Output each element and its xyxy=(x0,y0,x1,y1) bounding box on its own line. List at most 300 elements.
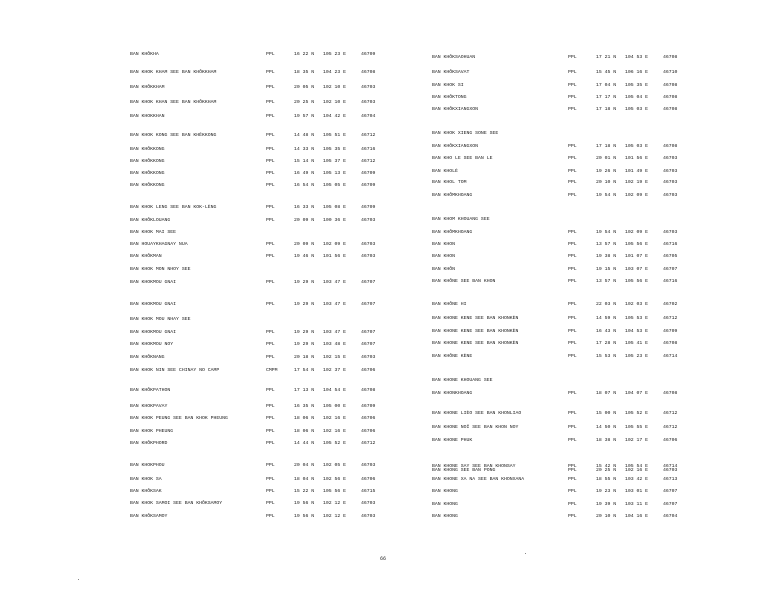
entry-name: BAN KHÔKXIANGXON xyxy=(432,144,479,149)
entry-longitude: 105 55 E xyxy=(625,425,649,430)
entry-designation: PPL xyxy=(266,85,275,90)
entry-longitude: 102 15 E xyxy=(323,355,347,360)
entry-map-sheet: 46703 xyxy=(361,100,376,105)
entry-latitude: 17 18 N xyxy=(596,107,617,112)
entry-longitude: 105 54 E xyxy=(625,464,649,469)
entry-name: BAN KHOKPHOU xyxy=(130,463,165,468)
entry-latitude: 18 38 N xyxy=(596,438,617,443)
entry-designation: PPL xyxy=(266,501,275,506)
entry-map-sheet: 46709 xyxy=(361,171,376,176)
entry-latitude: 18 06 N xyxy=(294,416,315,421)
entry-name: BAN HOUAYKHAGNAY NUA xyxy=(130,242,188,247)
entry-name: BAN KHONE KHOUANG SEE xyxy=(432,378,493,383)
entry-name: BAN KHÔMKHOANG xyxy=(432,230,473,235)
entry-designation: PPL xyxy=(266,114,275,119)
entry-map-sheet: 46712 xyxy=(663,316,678,321)
entry-designation: PPL xyxy=(568,341,577,346)
entry-longitude: 102 56 E xyxy=(323,477,347,482)
entry-latitude: 17 17 N xyxy=(596,95,617,100)
entry-longitude: 102 19 E xyxy=(625,180,649,185)
entry-latitude: 22 03 N xyxy=(596,302,617,307)
entry-designation: PPL xyxy=(568,83,577,88)
entry-latitude: 20 04 N xyxy=(294,463,315,468)
scan-speck xyxy=(78,579,79,580)
entry-name: BAN KHONE PHUK xyxy=(432,438,473,443)
entry-designation: PPL xyxy=(568,354,577,359)
entry-name: BAN KHOK KONG SEE BAN KHÊKKONG xyxy=(130,133,217,138)
entry-latitude: 16 43 N xyxy=(596,329,617,334)
entry-name: BAN KHONE LIÈO SEE BAN KHONLIAO xyxy=(432,411,522,416)
entry-longitude: 102 10 E xyxy=(323,100,347,105)
entry-longitude: 105 03 E xyxy=(625,144,649,149)
entry-longitude: 103 07 E xyxy=(625,267,649,272)
entry-latitude: 15 22 N xyxy=(294,489,315,494)
entry-designation: PPL xyxy=(266,514,275,519)
entry-latitude: 16 22 N xyxy=(294,52,315,57)
entry-map-sheet: 46709 xyxy=(361,404,376,409)
entry-latitude: 15 45 N xyxy=(596,70,617,75)
entry-name: BAN KHÔKKONG xyxy=(130,183,165,188)
entry-longitude: 105 13 E xyxy=(323,171,347,176)
entry-map-sheet: 46708 xyxy=(361,388,376,393)
entry-longitude: 105 37 E xyxy=(323,159,347,164)
entry-designation: PPL xyxy=(266,302,275,307)
entry-designation: PPL xyxy=(266,100,275,105)
entry-longitude: 105 35 E xyxy=(625,83,649,88)
entry-longitude: 102 09 E xyxy=(625,193,649,198)
entry-map-sheet: 46703 xyxy=(361,242,376,247)
entry-longitude: 104 42 E xyxy=(323,114,347,119)
entry-name: BAN KHOK SI xyxy=(432,83,464,88)
entry-latitude: 15 14 N xyxy=(294,159,315,164)
entry-designation: PPL xyxy=(266,159,275,164)
entry-designation: PPL xyxy=(568,180,577,185)
entry-latitude: 17 21 N xyxy=(596,55,617,60)
entry-latitude: 14 59 N xyxy=(596,316,617,321)
entry-map-sheet: 46707 xyxy=(361,280,376,285)
entry-designation: PPL xyxy=(568,489,577,494)
entry-name: BAN KHONKHOANG xyxy=(432,391,473,396)
entry-name: BAN KHONE KENE SEE BAN KHONKÈN xyxy=(432,316,519,321)
entry-name: BAN KHÔN xyxy=(432,267,456,272)
entry-latitude: 20 25 N xyxy=(294,100,315,105)
entry-longitude: 102 17 E xyxy=(625,438,649,443)
entry-map-sheet: 46710 xyxy=(663,70,678,75)
entry-longitude: 101 49 E xyxy=(625,169,649,174)
entry-designation: PPL xyxy=(266,388,275,393)
entry-longitude: 104 07 E xyxy=(625,391,649,396)
entry-latitude: 19 54 N xyxy=(596,230,617,235)
entry-name: BAN KHOKKHAN xyxy=(130,114,165,119)
entry-name: BAN KHOM KHOUANG SEE xyxy=(432,217,490,222)
entry-longitude: 102 16 E xyxy=(323,429,347,434)
entry-name: BAN KHÔKPHORD xyxy=(130,441,168,446)
entry-map-sheet: 46706 xyxy=(361,368,376,373)
entry-map-sheet: 46707 xyxy=(663,502,678,507)
entry-latitude: 20 09 N xyxy=(294,218,315,223)
entry-map-sheet: 46703 xyxy=(663,230,678,235)
entry-latitude: 13 57 N xyxy=(596,242,617,247)
entry-longitude: 103 48 E xyxy=(323,342,347,347)
entry-designation: PPL xyxy=(568,95,577,100)
entry-designation: PPL xyxy=(568,514,577,519)
entry-longitude: 105 08 E xyxy=(323,205,347,210)
entry-map-sheet: 46716 xyxy=(663,242,678,247)
entry-longitude: 105 52 E xyxy=(323,441,347,446)
entry-latitude: 18 35 N xyxy=(294,70,315,75)
entry-latitude: 14 33 N xyxy=(294,147,315,152)
entry-longitude: 105 56 E xyxy=(323,489,347,494)
entry-map-sheet: 46708 xyxy=(663,95,678,100)
entry-name: BAN KHÔKKONG xyxy=(130,159,165,164)
entry-designation: PPL xyxy=(266,404,275,409)
entry-name: BAN KHOK MAI SEE xyxy=(130,230,177,235)
entry-name: BAN KHÔKKONG xyxy=(130,147,165,152)
entry-name: BAN KHÔKSAVAT xyxy=(432,70,470,75)
entry-name: BAN KHOK SA xyxy=(130,477,162,482)
entry-latitude: 18 07 N xyxy=(596,391,617,396)
entry-designation: PPL xyxy=(568,144,577,149)
entry-designation: PPL xyxy=(568,230,577,235)
entry-designation: PPL xyxy=(266,52,275,57)
entry-latitude: 20 10 N xyxy=(596,180,617,185)
entry-name: BAN KHOK XIENG SONE SEE xyxy=(432,131,499,136)
entry-name: BAN KHONE KENE SEE BAN KHONKÈN xyxy=(432,329,519,334)
entry-name: BAN KHONE KENE SEE BAN KHONKÈN xyxy=(432,341,519,346)
entry-latitude: 19 56 N xyxy=(294,501,315,506)
entry-longitude: 102 37 E xyxy=(323,368,347,373)
entry-map-sheet: 46703 xyxy=(663,180,678,185)
entry-designation: PPL xyxy=(266,330,275,335)
entry-longitude: 102 16 E xyxy=(323,416,347,421)
entry-name: BAN KHOK PHEUNG xyxy=(130,429,174,434)
entry-name: BAN KHONG xyxy=(432,502,458,507)
entry-longitude: 105 51 E xyxy=(323,133,347,138)
entry-map-sheet: 46707 xyxy=(361,302,376,307)
entry-map-sheet: 46708 xyxy=(663,144,678,149)
entry-latitude: 19 29 N xyxy=(294,330,315,335)
entry-name: BAN KHÔKTONG xyxy=(432,95,467,100)
entry-latitude: 20 09 N xyxy=(294,242,315,247)
entry-latitude: 15 42 N xyxy=(596,464,617,469)
entry-designation: PPL xyxy=(266,254,275,259)
entry-map-sheet: 46703 xyxy=(361,355,376,360)
entry-longitude: 103 47 E xyxy=(323,302,347,307)
entry-latitude: 14 50 N xyxy=(596,425,617,430)
entry-designation: PPL xyxy=(568,267,577,272)
entry-name: BAN KHÔKKHAM xyxy=(130,85,165,90)
entry-longitude: 102 03 E xyxy=(625,302,649,307)
entry-map-sheet: 46706 xyxy=(361,429,376,434)
entry-longitude: 105 05 E xyxy=(323,183,347,188)
entry-designation: PPL xyxy=(568,242,577,247)
entry-map-sheet: 46702 xyxy=(663,302,678,307)
entry-latitude: 19 29 N xyxy=(294,342,315,347)
entry-latitude: 19 15 N xyxy=(596,267,617,272)
entry-latitude: 19 26 N xyxy=(596,169,617,174)
entry-name: BAN KHÔMKHOANG xyxy=(432,193,473,198)
entry-longitude: 103 11 E xyxy=(625,502,649,507)
entry-longitude: 102 10 E xyxy=(323,85,347,90)
entry-name: BAN KHÔKKONG xyxy=(130,171,165,176)
entry-name: BAN KHÔKSAMOY xyxy=(130,514,168,519)
entry-name: BAN KHOK KHAN SEE BAN KHÔKKHAM xyxy=(130,100,217,105)
entry-designation: PPL xyxy=(568,477,577,482)
entry-latitude: 17 54 N xyxy=(294,368,315,373)
entry-map-sheet: 46712 xyxy=(361,159,376,164)
entry-designation: PPL xyxy=(266,242,275,247)
entry-designation: PPL xyxy=(568,316,577,321)
entry-longitude: 102 12 E xyxy=(323,514,347,519)
entry-designation: PPL xyxy=(568,55,577,60)
entry-designation: PPL xyxy=(568,425,577,430)
entry-map-sheet: 46705 xyxy=(663,254,678,259)
entry-name: BAN KHÔKMAN xyxy=(130,254,162,259)
entry-name: BAN KHÔNE KÈNE xyxy=(432,354,473,359)
entry-designation: PPL xyxy=(568,169,577,174)
entry-designation: PPL xyxy=(266,280,275,285)
entry-longitude: 102 12 E xyxy=(323,501,347,506)
entry-name: BAN KHONE SAY SEE BAN KHONSAY xyxy=(432,464,516,469)
entry-longitude: 105 56 E xyxy=(625,279,649,284)
entry-map-sheet: 46716 xyxy=(361,147,376,152)
entry-latitude: 16 33 N xyxy=(294,205,315,210)
entry-map-sheet: 46703 xyxy=(663,169,678,174)
entry-longitude: 106 16 E xyxy=(625,70,649,75)
entry-name: BAN KHOLÉ xyxy=(432,169,458,174)
entry-longitude: 101 07 E xyxy=(625,254,649,259)
entry-name: BAN KHOK PEUNG SEE BAN KHOK PHEUNG xyxy=(130,416,228,421)
entry-designation: PPL xyxy=(266,441,275,446)
entry-map-sheet: 46708 xyxy=(663,341,678,346)
entry-designation: PPL xyxy=(568,411,577,416)
entry-name: BAN KHOK LENG SEE BAN KOK-LÈNG xyxy=(130,205,217,210)
entry-map-sheet: 46712 xyxy=(663,425,678,430)
entry-longitude: 102 09 E xyxy=(323,242,347,247)
entry-longitude: 101 56 E xyxy=(323,254,347,259)
entry-map-sheet: 46709 xyxy=(361,183,376,188)
entry-name: BAN KHOK KHAM SEE BAN KHÔKKHAM xyxy=(130,70,217,75)
entry-name: BAN KHONG xyxy=(432,489,458,494)
entry-map-sheet: 46709 xyxy=(361,52,376,57)
entry-longitude: 104 53 E xyxy=(625,55,649,60)
entry-map-sheet: 46703 xyxy=(361,254,376,259)
entry-map-sheet: 46707 xyxy=(361,330,376,335)
entry-latitude: 15 00 N xyxy=(596,411,617,416)
entry-longitude: 105 23 E xyxy=(625,354,649,359)
entry-map-sheet: 46703 xyxy=(663,193,678,198)
entry-designation: CMPM xyxy=(266,368,278,373)
entry-map-sheet: 46708 xyxy=(663,55,678,60)
entry-map-sheet: 46703 xyxy=(361,514,376,519)
entry-name: BAN KHOK MOU NHAY SEE xyxy=(130,317,191,322)
entry-name: BAN KHÔNE SEE BAN KHON xyxy=(432,279,496,284)
entry-designation: PPL xyxy=(568,391,577,396)
entry-name: BAN KHON xyxy=(432,254,456,259)
entry-longitude: 103 42 E xyxy=(625,477,649,482)
entry-map-sheet: 46707 xyxy=(361,342,376,347)
entry-latitude: 18 55 N xyxy=(596,477,617,482)
entry-map-sheet: 46713 xyxy=(663,477,678,482)
entry-latitude: 20 25 N xyxy=(596,468,617,473)
scan-speck xyxy=(525,553,526,554)
entry-name: BAN KHONE XA NA SEE BAN KHONXANA xyxy=(432,477,525,482)
entry-map-sheet: 46703 xyxy=(361,463,376,468)
entry-name: BAN KHÔKSAK xyxy=(130,489,162,494)
entry-map-sheet: 46704 xyxy=(361,114,376,119)
entry-name: BAN KHOKMOU NOY xyxy=(130,342,174,347)
entry-name: BAN KHOKPAVAY xyxy=(130,404,168,409)
entry-longitude: 100 36 E xyxy=(323,218,347,223)
entry-name: BAN KHO LE SEE BAN LE xyxy=(432,156,493,161)
entry-designation: PPL xyxy=(266,133,275,138)
entry-map-sheet: 46709 xyxy=(361,205,376,210)
entry-name: BAN KHOKMOU GNAI xyxy=(130,330,177,335)
entry-latitude: 20 01 N xyxy=(596,156,617,161)
entry-longitude: 105 04 E xyxy=(625,95,649,100)
entry-longitude: 105 53 E xyxy=(625,316,649,321)
entry-latitude: 19 56 N xyxy=(294,514,315,519)
entry-designation: PPL xyxy=(266,489,275,494)
entry-name: BAN KHOL TOM xyxy=(432,180,467,185)
entry-designation: PPL xyxy=(568,193,577,198)
entry-longitude: 105 52 E xyxy=(625,411,649,416)
entry-designation: PPL xyxy=(266,416,275,421)
entry-latitude: 14 44 N xyxy=(294,441,315,446)
entry-designation: PPL xyxy=(568,438,577,443)
entry-latitude: 19 39 N xyxy=(596,502,617,507)
entry-map-sheet: 46712 xyxy=(361,133,376,138)
entry-designation: PPL xyxy=(266,342,275,347)
entry-longitude: 105 41 E xyxy=(625,341,649,346)
entry-longitude: 102 16 E xyxy=(625,468,649,473)
entry-name: BAN KHONG SEE BAN PONG xyxy=(432,468,496,473)
entry-longitude: 105 23 E xyxy=(323,52,347,57)
entry-longitude: 103 01 E xyxy=(625,489,649,494)
entry-longitude: 104 53 E xyxy=(625,329,649,334)
entry-map-sheet: 46706 xyxy=(361,477,376,482)
entry-designation: PPL xyxy=(568,70,577,75)
entry-latitude: 16 35 N xyxy=(294,404,315,409)
entry-longitude: 104 16 E xyxy=(625,514,649,519)
entry-map-sheet: 46714 xyxy=(663,354,678,359)
entry-latitude: 19 29 N xyxy=(294,302,315,307)
entry-latitude: 19 29 N xyxy=(294,280,315,285)
entry-map-sheet: 46703 xyxy=(663,468,678,473)
entry-name: BAN KHÔKLOUANG xyxy=(130,218,171,223)
entry-designation: PPL xyxy=(568,468,577,473)
entry-longitude: 105 00 E xyxy=(323,404,347,409)
entry-map-sheet: 46706 xyxy=(361,416,376,421)
entry-map-sheet: 46708 xyxy=(663,83,678,88)
entry-longitude: 104 54 E xyxy=(323,388,347,393)
entry-latitude: 20 10 N xyxy=(596,514,617,519)
entry-map-sheet: 46712 xyxy=(361,441,376,446)
entry-longitude: 103 47 E xyxy=(323,330,347,335)
entry-map-sheet: 46703 xyxy=(361,218,376,223)
entry-latitude: 17 13 N xyxy=(294,388,315,393)
entry-latitude: 14 48 N xyxy=(294,133,315,138)
entry-map-sheet: 46716 xyxy=(663,279,678,284)
entry-latitude: 15 53 N xyxy=(596,354,617,359)
entry-name: BAN KHONE NOÏ SEE BAN KHON NOY xyxy=(432,425,519,430)
entry-name: BAN KHÔNE HI xyxy=(432,302,467,307)
entry-map-sheet: 46704 xyxy=(663,514,678,519)
entry-longitude: 105 56 E xyxy=(625,242,649,247)
entry-latitude: 19 54 N xyxy=(596,193,617,198)
entry-designation: PPL xyxy=(568,107,577,112)
entry-longitude: 105 03 E xyxy=(625,107,649,112)
entry-latitude: 20 18 N xyxy=(294,355,315,360)
entry-map-sheet: 46708 xyxy=(663,391,678,396)
entry-name: BAN KHÔKXIANGXON xyxy=(432,107,479,112)
entry-map-sheet: 46708 xyxy=(663,107,678,112)
entry-latitude: 17 18 N xyxy=(596,144,617,149)
entry-latitude: 18 04 N xyxy=(294,477,315,482)
entry-latitude: 18 06 N xyxy=(294,429,315,434)
entry-longitude: 102 05 E xyxy=(323,463,347,468)
entry-designation: PPL xyxy=(266,463,275,468)
entry-designation: PPL xyxy=(266,70,275,75)
entry-name: BAN KHOK MON NHOY SEE xyxy=(130,267,191,272)
entry-longitude: 105 35 E xyxy=(323,147,347,152)
entry-longitude: 102 09 E xyxy=(625,230,649,235)
entry-designation: PPL xyxy=(266,171,275,176)
entry-longitude: 101 56 E xyxy=(625,156,649,161)
entry-name: BAN KHOKMOU GNAI xyxy=(130,280,177,285)
entry-longitude: 104 23 E xyxy=(323,70,347,75)
entry-designation: PPL xyxy=(266,205,275,210)
entry-name: BAN KHOKMOU GNAI xyxy=(130,302,177,307)
entry-map-sheet: 46714 xyxy=(663,464,678,469)
entry-designation: PPL xyxy=(568,502,577,507)
entry-latitude: 19 23 N xyxy=(596,489,617,494)
entry-designation: PPL xyxy=(568,279,577,284)
entry-designation: PPL xyxy=(266,218,275,223)
entry-map-sheet: 46703 xyxy=(663,156,678,161)
entry-latitude: 13 57 N xyxy=(596,279,617,284)
entry-name: BAN KHON xyxy=(432,242,456,247)
entry-map-sheet: 46707 xyxy=(663,489,678,494)
entry-designation: PPL xyxy=(266,477,275,482)
entry-map-sheet: 46709 xyxy=(663,329,678,334)
entry-name: BAN KHÔKHA xyxy=(130,52,159,57)
entry-designation: PPL xyxy=(568,254,577,259)
entry-latitude: 19 57 N xyxy=(294,114,315,119)
entry-designation: PPL xyxy=(266,429,275,434)
entry-designation: PPL xyxy=(266,355,275,360)
entry-designation: PPL xyxy=(266,183,275,188)
entry-map-sheet: 46708 xyxy=(361,70,376,75)
entry-name: BAN KHOK NIN SEE CHINAY NO CAMP xyxy=(130,368,220,373)
entry-name: BAN KHÔKNANG xyxy=(130,355,165,360)
entry-latitude: 19 46 N xyxy=(294,254,315,259)
entry-map-sheet: 46706 xyxy=(663,438,678,443)
entry-latitude: 17 28 N xyxy=(596,341,617,346)
entry-name: BAN KHÔKPATHON xyxy=(130,388,171,393)
entry-name: BAN KHÔKSAOHUAN xyxy=(432,55,476,60)
entry-name: BAN KHOK SAMOI SEE BAN KHÔKSAMOY xyxy=(130,501,223,506)
entry-latitude: 16 54 N xyxy=(294,183,315,188)
entry-map-sheet: 46712 xyxy=(663,411,678,416)
entry-designation: PPL xyxy=(568,302,577,307)
entry-map-sheet: 46707 xyxy=(663,267,678,272)
entry-latitude: 17 04 N xyxy=(596,83,617,88)
page-number: 66 xyxy=(380,556,387,562)
entry-latitude: 20 05 N xyxy=(294,85,315,90)
entry-designation: PPL xyxy=(266,147,275,152)
entry-designation: PPL xyxy=(568,464,577,469)
